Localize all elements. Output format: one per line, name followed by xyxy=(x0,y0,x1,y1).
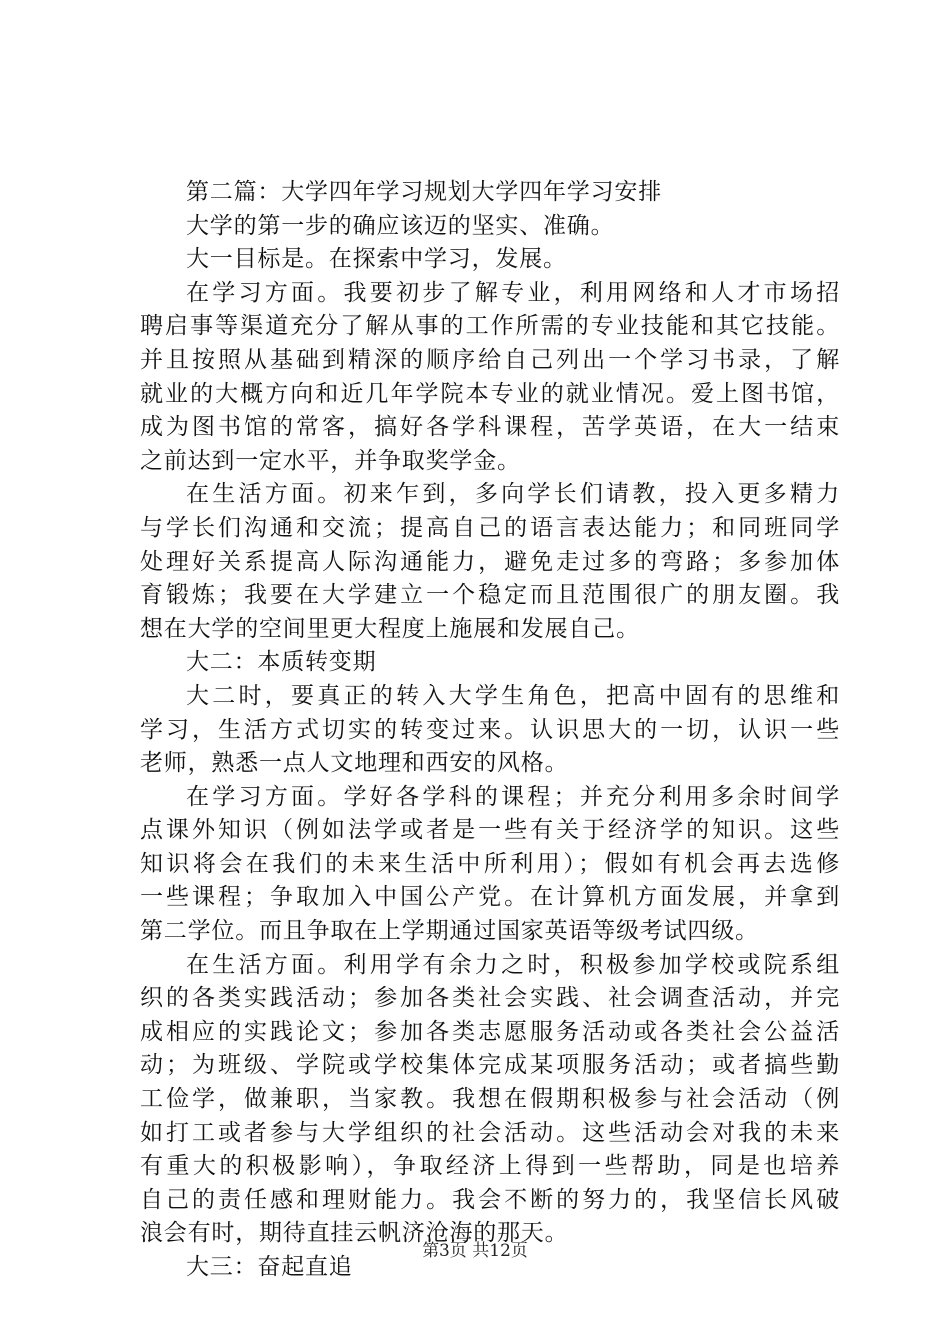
text-line: 在生活方面。初来乍到，多向学长们请教，投入更多精力 xyxy=(186,481,840,508)
text-line: 大二时，要真正的转入大学生角色，把高中固有的思维和 xyxy=(186,682,840,709)
text-line: 在学习方面。学好各学科的课程；并充分利用多余时间学 xyxy=(186,783,840,810)
text-line: 工俭学，做兼职，当家教。我想在假期积极参与社会活动（例 xyxy=(140,1086,840,1113)
text-line: 大二：本质转变期 xyxy=(186,649,377,676)
text-line: 老师，熟悉一点人文地理和西安的风格。 xyxy=(140,750,569,777)
text-line: 点课外知识（例如法学或者是一些有关于经济学的知识。这些 xyxy=(140,817,840,844)
text-line: 与学长们沟通和交流；提高自己的语言表达能力；和同班同学 xyxy=(140,514,840,541)
text-line: 在学习方面。我要初步了解专业，利用网络和人才市场招 xyxy=(186,279,840,306)
text-line: 成相应的实践论文；参加各类志愿服务活动或各类社会公益活 xyxy=(140,1018,840,1045)
text-line: 聘启事等渠道充分了解从事的工作所需的专业技能和其它技能。 xyxy=(140,313,840,340)
text-line: 学习，生活方式切实的转变过来。认识思大的一切，认识一些 xyxy=(140,716,840,743)
text-line: 动；为班级、学院或学校集体完成某项服务活动；或者搞些勤 xyxy=(140,1052,840,1079)
text-line: 一些课程；争取加入中国公产党。在计算机方面发展，并拿到 xyxy=(140,884,840,911)
page-footer: 第3页 共12页 xyxy=(422,1241,528,1261)
text-line: 大一目标是。在探索中学习，发展。 xyxy=(186,246,567,273)
document-body xyxy=(140,176,840,1285)
text-line: 织的各类实践活动；参加各类社会实践、社会调查活动，并完 xyxy=(140,985,840,1012)
text-line: 之前达到一定水平，并争取奖学金。 xyxy=(140,447,521,474)
text-line: 成为图书馆的常客，搞好各学科课程，苦学英语，在大一结束 xyxy=(140,414,840,441)
text-line: 知识将会在我们的未来生活中所利用）；假如有机会再去选修 xyxy=(140,850,840,877)
text-line: 就业的大概方向和近几年学院本专业的就业情况。爱上图书馆， xyxy=(140,380,840,407)
text-line: 大三：奋起直追 xyxy=(186,1254,353,1280)
text-line: 想在大学的空间里更大程度上施展和发展自己。 xyxy=(140,615,640,642)
text-line: 育锻炼；我要在大学建立一个稳定而且范围很广的朋友圈。我 xyxy=(140,582,840,609)
text-line: 有重大的积极影响），争取经济上得到一些帮助，同是也培养 xyxy=(140,1153,840,1180)
text-line: 在生活方面。利用学有余力之时，积极参加学校或院系组 xyxy=(186,951,840,978)
text-line: 第二篇：大学四年学习规划大学四年学习安排 xyxy=(186,179,662,205)
text-line: 浪会有时，期待直挂云帆济沧海的那天。 xyxy=(140,1220,569,1247)
text-line: 自己的责任感和理财能力。我会不断的努力的，我坚信长风破 xyxy=(140,1186,840,1213)
text-line: 处理好关系提高人际沟通能力，避免走过多的弯路；多参加体 xyxy=(140,548,840,575)
text-line: 大学的第一步的确应该迈的坚实、准确。 xyxy=(186,212,615,239)
text-line: 并且按照从基础到精深的顺序给自己列出一个学习书录，了解 xyxy=(140,346,840,373)
text-line: 如打工或者参与大学组织的社会活动。这些活动会对我的未来 xyxy=(140,1119,840,1146)
text-line: 第二学位。而且争取在上学期通过国家英语等级考试四级。 xyxy=(140,918,759,945)
